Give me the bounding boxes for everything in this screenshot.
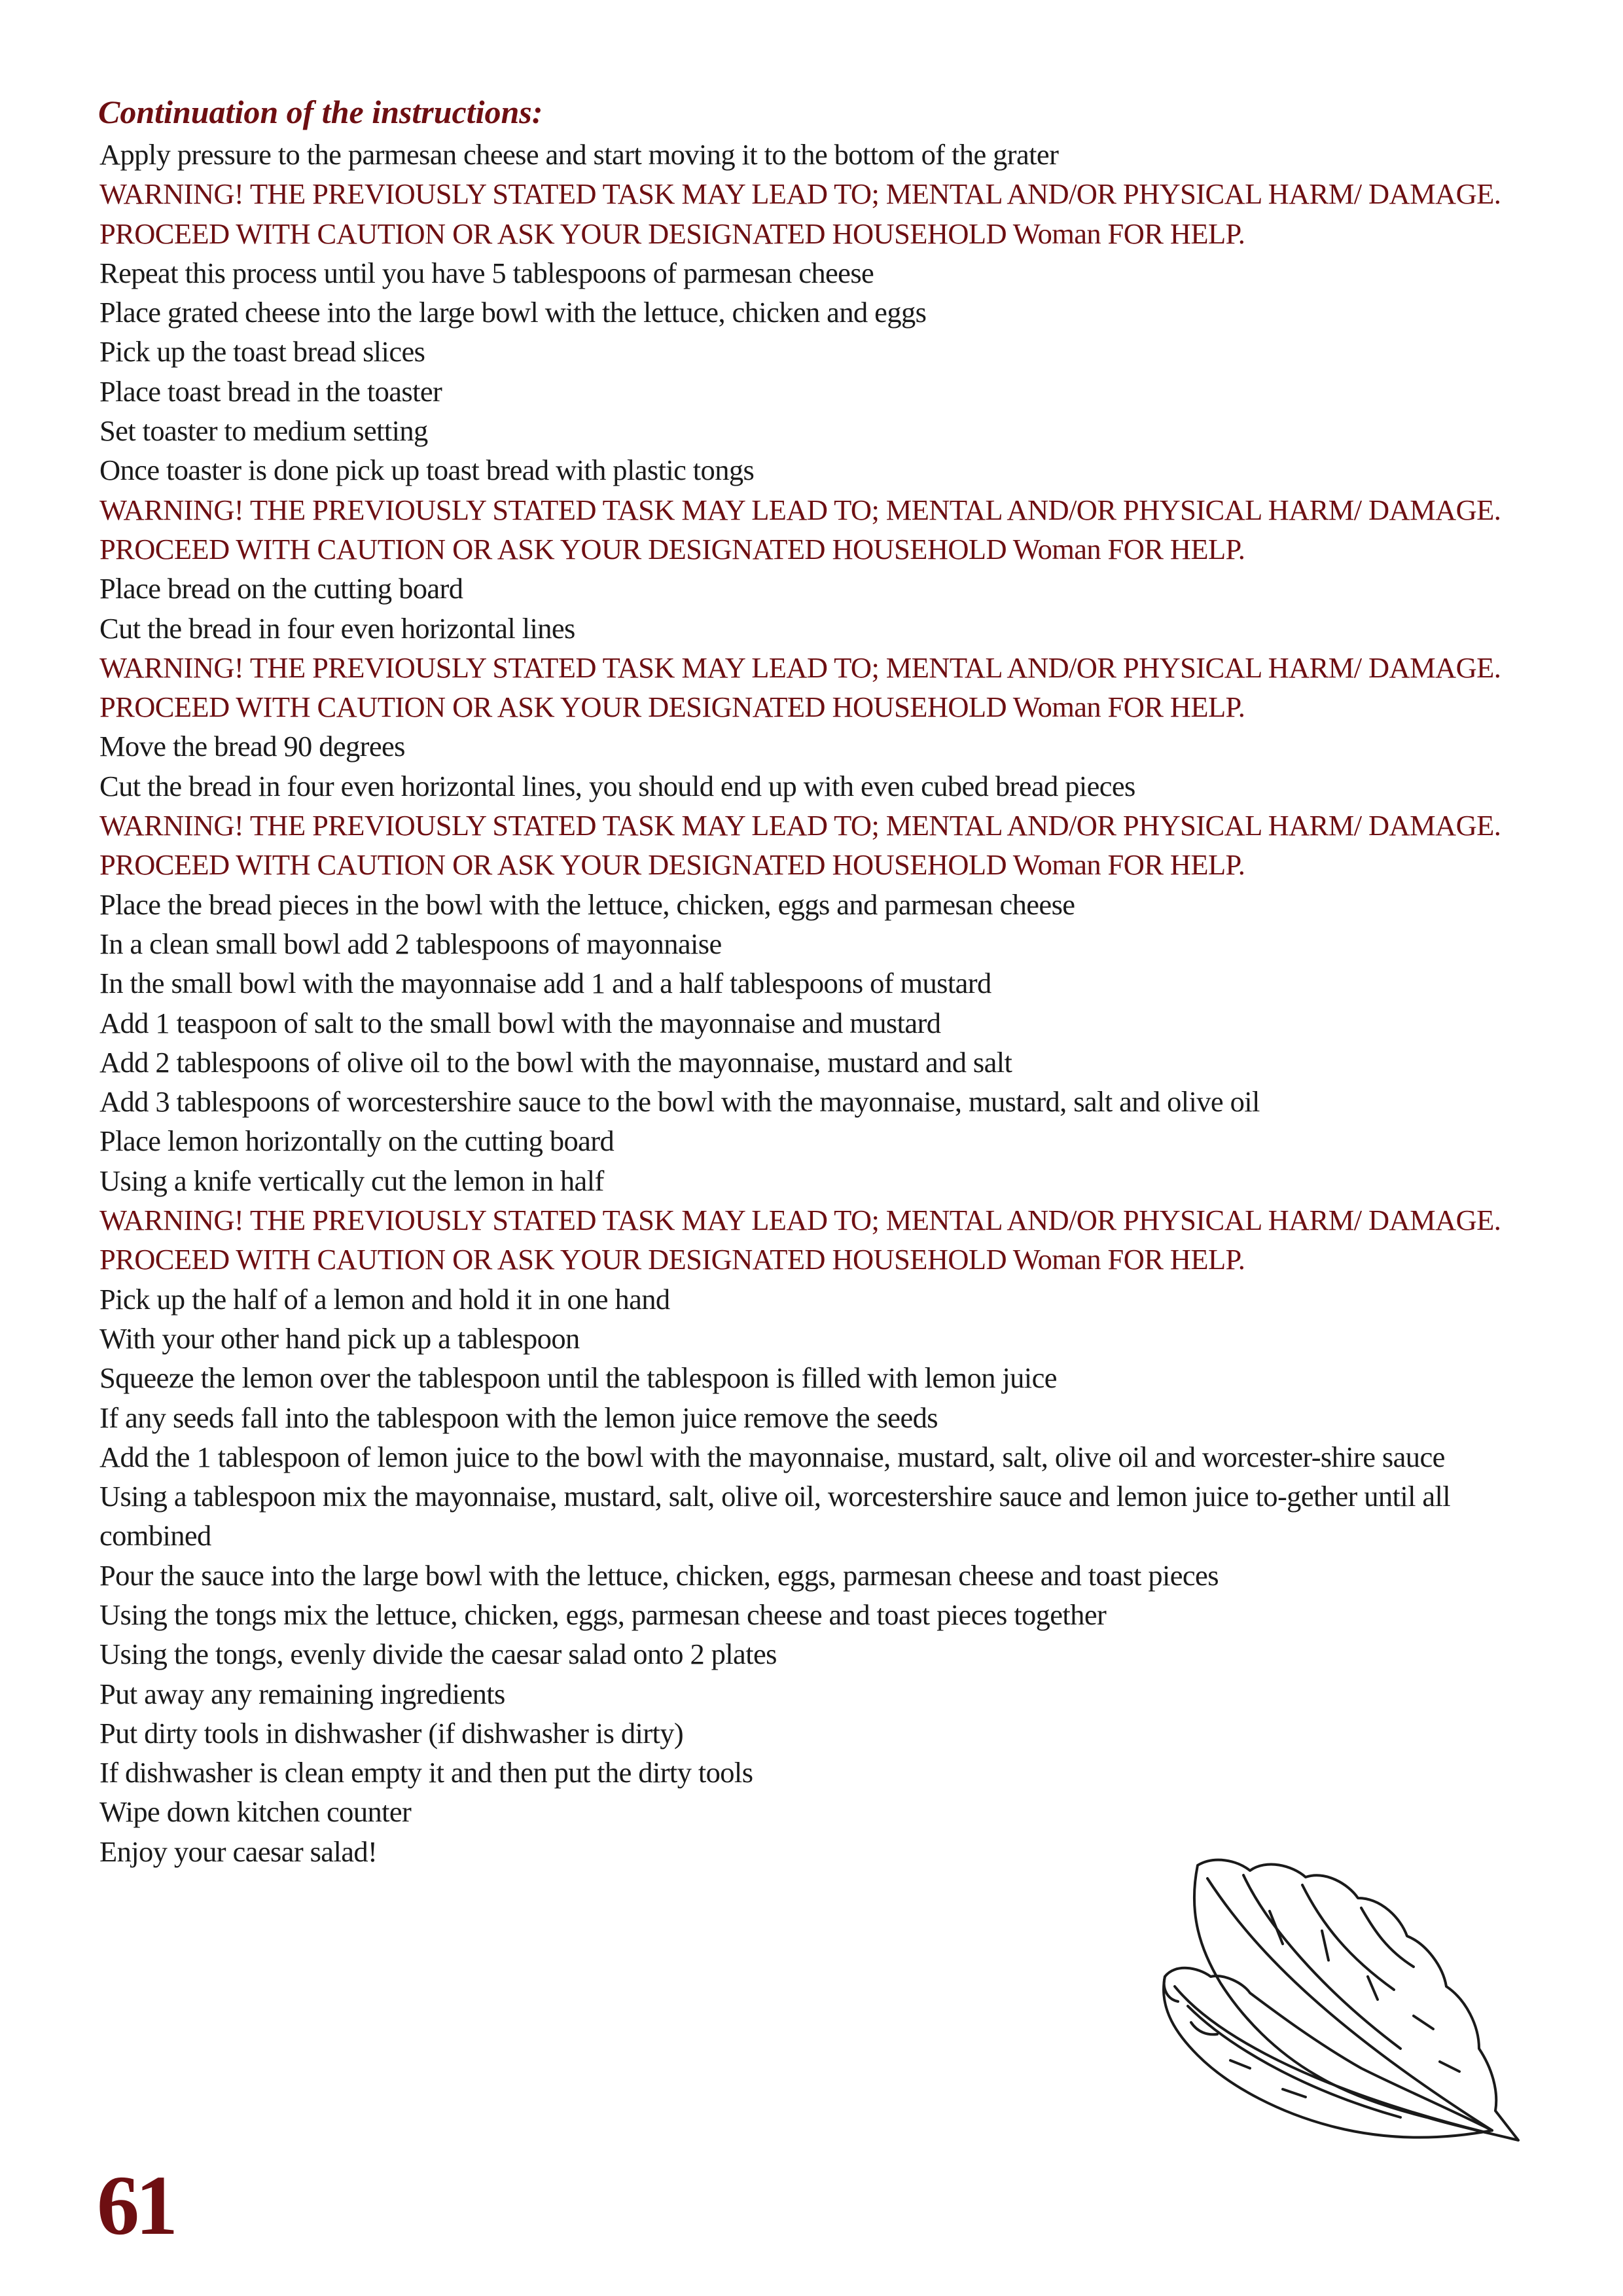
instruction-line: Put dirty tools in dishwasher (if dishwasher is dirty)	[99, 1716, 684, 1749]
romaine-lettuce-icon	[1152, 1852, 1538, 2160]
instruction-line: If any seeds fall into the tablespoon with the lemon juice remove the seeds	[99, 1401, 938, 1434]
instruction-line: Using the tongs mix the lettuce, chicken, eggs, parmesan cheese and toast pieces together	[99, 1598, 1107, 1631]
instruction-line: Once toaster is done pick up toast bread with plastic tongs	[99, 454, 755, 487]
instruction-line: Pick up the toast bread slices	[99, 335, 425, 368]
instruction-line: Add 1 teaspoon of salt to the small bowl with the mayonnaise and mustard	[99, 1006, 941, 1039]
instruction-line: Enjoy your caesar salad!	[99, 1835, 378, 1868]
instruction-line: With your other hand pick up a tablespoon	[99, 1321, 580, 1355]
instruction-line: Pour the sauce into the large bowl with the lettuce, chicken, eggs, parmesan cheese and toast pieces	[99, 1558, 1219, 1592]
instruction-line: Set toaster to medium setting	[99, 414, 428, 448]
instruction-line: Place lemon horizontally on the cutting board	[99, 1124, 615, 1158]
instruction-line: Place the bread pieces in the bowl with the lettuce, chicken, eggs and parmesan cheese	[99, 888, 1075, 921]
instruction-line: Wipe down kitchen counter	[99, 1795, 412, 1829]
warning-line: WARNING! THE PREVIOUSLY STATED TASK MAY LEAD TO; MENTAL AND/OR PHYSICAL HARM/ DAMAGE. PROCEED WITH CAUTION OR ASK YOUR DESIGNATED HOUSEHOLD Woman FOR HELP.	[99, 651, 1501, 724]
instruction-line: Put away any remaining ingredients	[99, 1677, 505, 1710]
section-heading: Continuation of the instructions:	[98, 94, 543, 130]
warning-line: WARNING! THE PREVIOUSLY STATED TASK MAY LEAD TO; MENTAL AND/OR PHYSICAL HARM/ DAMAGE. PROCEED WITH CAUTION OR ASK YOUR DESIGNATED HOUSEHOLD Woman FOR HELP.	[99, 177, 1501, 250]
instruction-line: Cut the bread in four even horizontal lines	[99, 611, 575, 645]
instruction-line: Place bread on the cutting board	[99, 572, 463, 605]
instruction-line: Squeeze the lemon over the tablespoon until the tablespoon is filled with lemon juice	[99, 1361, 1057, 1395]
warning-line: WARNING! THE PREVIOUSLY STATED TASK MAY LEAD TO; MENTAL AND/OR PHYSICAL HARM/ DAMAGE. PROCEED WITH CAUTION OR ASK YOUR DESIGNATED HOUSEHOLD Woman FOR HELP.	[99, 809, 1501, 882]
instruction-line: Using a tablespoon mix the mayonnaise, mustard, salt, olive oil, worcestershire sauce and lemon juice to-gether until all combined	[99, 1480, 1451, 1552]
instruction-line: If dishwasher is clean empty it and then put the dirty tools	[99, 1756, 753, 1789]
instruction-line: Using a knife vertically cut the lemon in half	[99, 1164, 604, 1197]
instruction-line: Apply pressure to the parmesan cheese and start moving it to the bottom of the grater	[99, 138, 1059, 171]
warning-line: WARNING! THE PREVIOUSLY STATED TASK MAY LEAD TO; MENTAL AND/OR PHYSICAL HARM/ DAMAGE. PROCEED WITH CAUTION OR ASK YOUR DESIGNATED HOUSEHOLD Woman FOR HELP.	[99, 493, 1501, 565]
instruction-line: Using the tongs, evenly divide the caesar salad onto 2 plates	[99, 1638, 777, 1671]
instruction-line: Add 2 tablespoons of olive oil to the bowl with the mayonnaise, mustard and salt	[99, 1045, 1012, 1079]
instruction-line: In a clean small bowl add 2 tablespoons of mayonnaise	[99, 927, 722, 960]
warning-line: WARNING! THE PREVIOUSLY STATED TASK MAY LEAD TO; MENTAL AND/OR PHYSICAL HARM/ DAMAGE. PROCEED WITH CAUTION OR ASK YOUR DESIGNATED HOUSEHOLD Woman FOR HELP.	[99, 1204, 1501, 1276]
instruction-list	[99, 135, 1552, 1871]
instruction-line: Place toast bread in the toaster	[99, 374, 442, 408]
instruction-line: Add 3 tablespoons of worcestershire sauce to the bowl with the mayonnaise, mustard, salt and olive oil	[99, 1085, 1260, 1119]
instruction-line: Cut the bread in four even horizontal lines, you should end up with even cubed bread pieces	[99, 769, 1135, 802]
instruction-line: Move the bread 90 degrees	[99, 730, 405, 763]
instruction-line: Pick up the half of a lemon and hold it in one hand	[99, 1282, 670, 1316]
instruction-line: In the small bowl with the mayonnaise add 1 and a half tablespoons of mustard	[99, 967, 991, 1000]
instruction-line: Place grated cheese into the large bowl with the lettuce, chicken and eggs	[99, 296, 927, 329]
instruction-line: Repeat this process until you have 5 tablespoons of parmesan cheese	[99, 256, 874, 289]
instruction-line: Add the 1 tablespoon of lemon juice to the bowl with the mayonnaise, mustard, salt, olive oil and worcester-shire sauce	[99, 1440, 1445, 1473]
page-number: 61	[97, 2159, 174, 2253]
